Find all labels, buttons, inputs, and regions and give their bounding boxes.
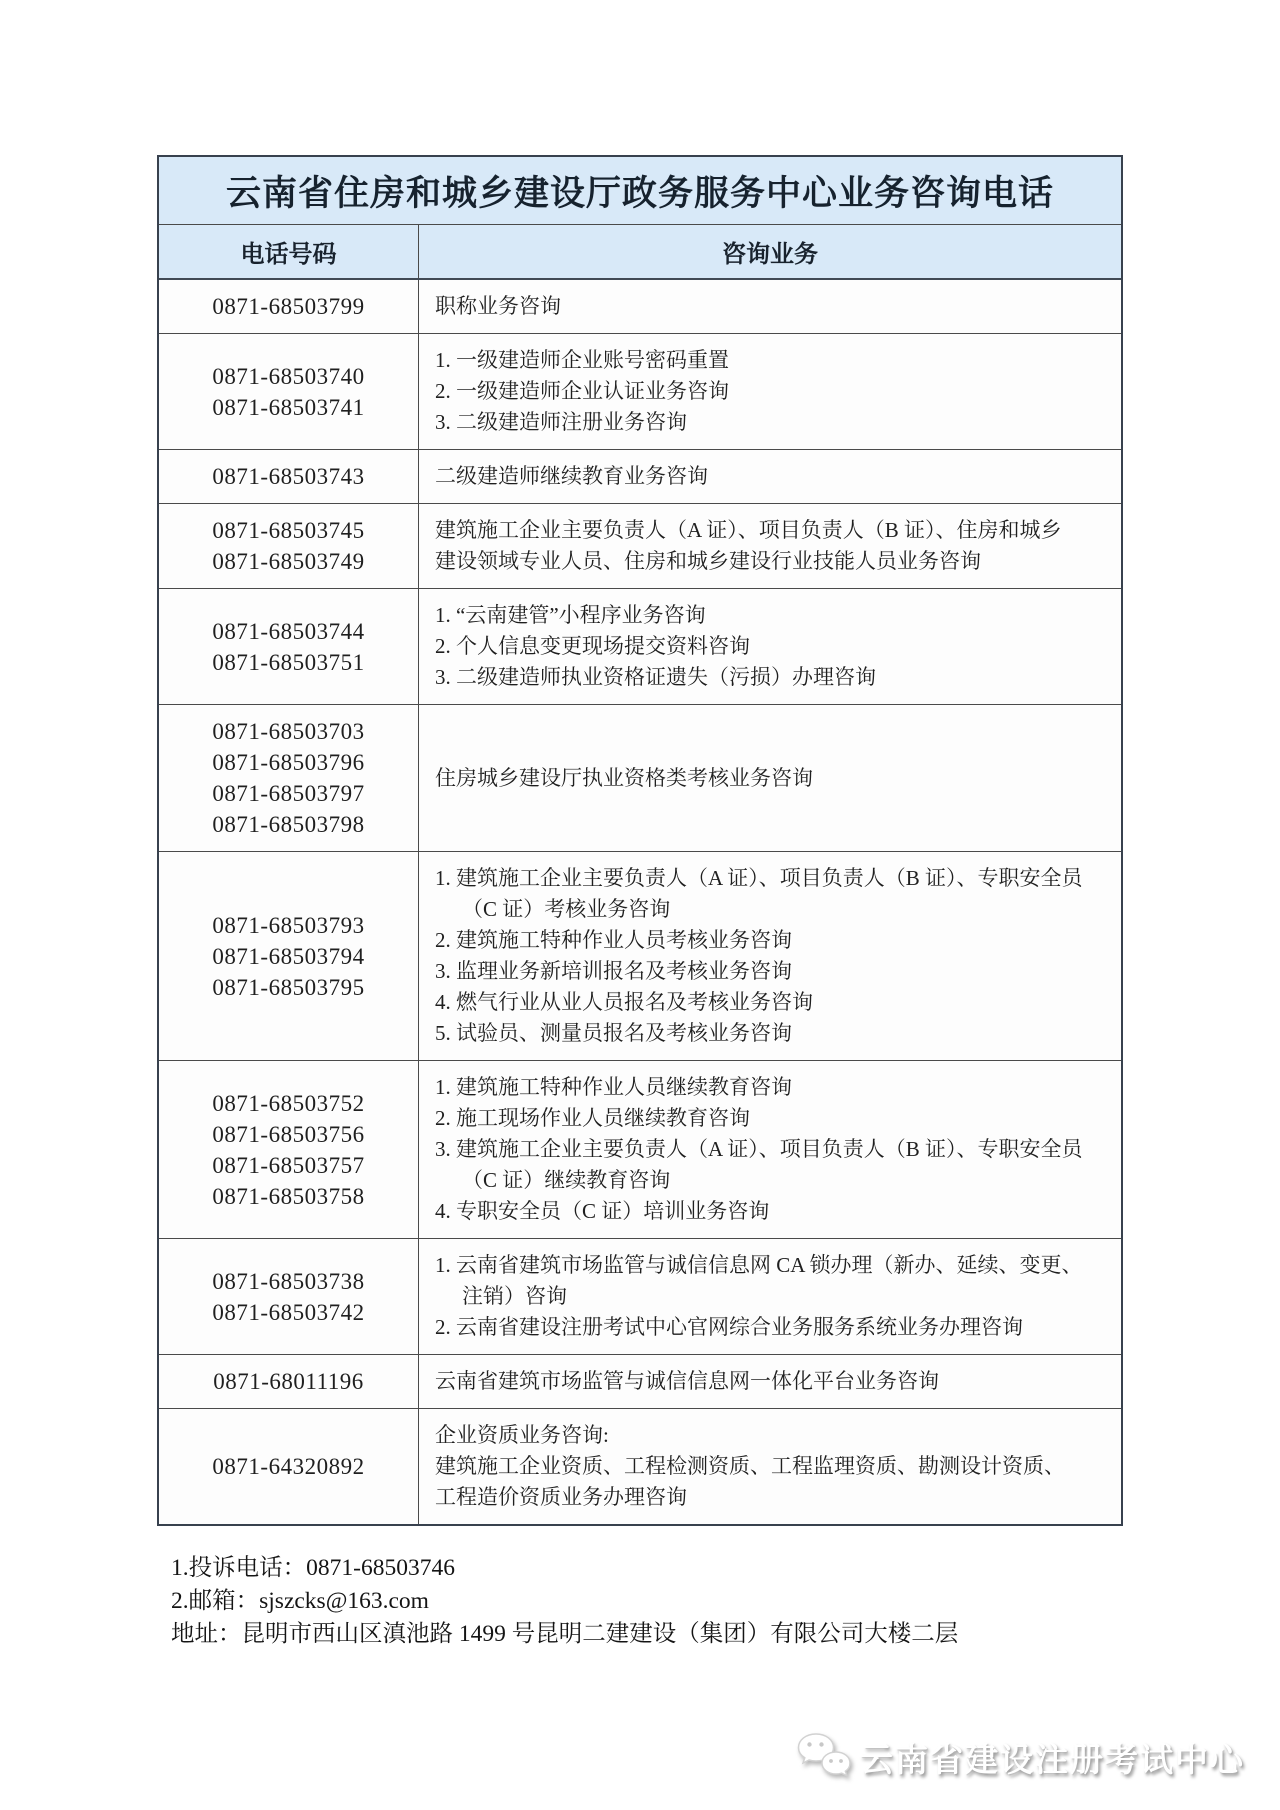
service-line: 4. 专职安全员（C 证）培训业务咨询 [435,1199,770,1223]
service-line: 云南省建筑市场监管与诚信信息网一体化平台业务咨询 [435,1369,939,1393]
service-line: 2. 个人信息变更现场提交资料咨询 [435,634,750,658]
watermark-footer [795,1730,1245,1784]
phone-cell [159,1239,419,1354]
phone-number: 0871-68503756 [212,1121,365,1147]
phone-cell [159,450,419,503]
table-row [159,1354,1121,1408]
footnotes [171,1552,958,1651]
service-line: 1. 建筑施工企业主要负责人（A 证）、项目负责人（B 证）、专职安全员 [435,866,1083,890]
phone-cell [159,1409,419,1524]
service-cell [419,280,1121,333]
service-line: 二级建造师继续教育业务咨询 [435,464,708,488]
service-cell [419,1409,1121,1524]
table-row [159,1060,1121,1238]
service-line: 1. “云南建管”小程序业务咨询 [435,603,706,627]
phone-cell [159,705,419,851]
phone-number: 0871-68503799 [212,294,365,319]
consultation-phone-table [157,155,1123,1526]
column-header-phone: 电话号码 [159,225,419,278]
service-line: 5. 试验员、测量员报名及考核业务咨询 [435,1021,792,1045]
table-row [159,503,1121,588]
service-cell [419,1355,1121,1408]
phone-number: 0871-64320892 [212,1454,365,1479]
table-row [159,588,1121,704]
phone-cell [159,1061,419,1238]
table-header-row [159,225,1121,280]
service-line: 3. 二级建造师执业资格证遗失（污损）办理咨询 [435,665,876,689]
phone-number: 0871-68503758 [212,1183,365,1209]
service-line: 建设领域专业人员、住房和城乡建设行业技能人员业务咨询 [435,549,981,573]
service-line: 3. 二级建造师注册业务咨询 [435,410,687,434]
phone-number: 0871-68503793 [212,912,365,938]
table-row [159,1408,1121,1524]
service-line: 1. 建筑施工特种作业人员继续教育咨询 [435,1075,792,1099]
phone-number: 0871-68503738 [212,1268,365,1294]
watermark-brand-text: 云南省建设注册考试中心 [860,1740,1245,1778]
service-line: 1. 云南省建筑市场监管与诚信信息网 CA 锁办理（新办、延续、变更、 [435,1253,1083,1277]
service-line: 2. 云南省建设注册考试中心官网综合业务服务系统业务办理咨询 [435,1315,1023,1339]
phone-number: 0871-68503749 [212,549,365,574]
phone-cell [159,504,419,588]
table-row [159,449,1121,503]
service-cell [419,1239,1121,1354]
note-line: 2.邮箱：sjszcks@163.com [171,1588,429,1614]
service-line: 2. 施工现场作业人员继续教育咨询 [435,1106,750,1130]
service-line: 4. 燃气行业从业人员报名及考核业务咨询 [435,990,813,1014]
service-line: 住房城乡建设厅执业资格类考核业务咨询 [435,765,813,790]
service-line: 建筑施工企业主要负责人（A 证）、项目负责人（B 证）、住房和城乡 [435,518,1062,542]
service-line: 注销）咨询 [462,1284,567,1308]
service-line: 2. 一级建造师企业认证业务咨询 [435,379,729,403]
phone-number: 0871-68503745 [212,518,365,543]
table-row [159,280,1121,333]
service-line: 企业资质业务咨询: [435,1423,609,1447]
phone-number: 0871-68503794 [212,943,365,969]
service-cell [419,1061,1121,1238]
service-line: （C 证）继续教育咨询 [462,1168,671,1192]
phone-cell [159,1355,419,1408]
phone-cell [159,589,419,704]
service-line: 1. 一级建造师企业账号密码重置 [435,348,729,372]
service-cell [419,450,1121,503]
phone-number: 0871-68503743 [212,464,365,489]
table-title: 云南省住房和城乡建设厅政务服务中心业务咨询电话 [225,173,1054,213]
table-row [159,704,1121,851]
phone-number: 0871-68503742 [212,1299,365,1325]
wechat-icon [795,1730,853,1784]
table-row [159,1238,1121,1354]
table-body [159,280,1121,1524]
phone-cell [159,280,419,333]
phone-number: 0871-68503703 [212,719,365,744]
table-row [159,851,1121,1060]
phone-number: 0871-68503797 [212,781,365,806]
phone-cell [159,334,419,449]
phone-number: 0871-68503795 [212,974,365,1000]
service-line: 2. 建筑施工特种作业人员考核业务咨询 [435,928,792,952]
service-cell [419,589,1121,704]
service-cell [419,334,1121,449]
phone-number: 0871-68503752 [212,1090,365,1116]
service-cell [419,852,1121,1060]
phone-number: 0871-68503757 [212,1152,365,1178]
phone-number: 0871-68503751 [212,649,365,675]
service-line: 工程造价资质业务办理咨询 [435,1485,687,1509]
phone-number: 0871-68503744 [212,618,365,644]
phone-cell [159,852,419,1060]
service-line: 职称业务咨询 [435,294,561,318]
column-header-service: 咨询业务 [722,242,818,268]
note-line: 地址：昆明市西山区滇池路 1499 号昆明二建建设（集团）有限公司大楼二层 [171,1621,959,1647]
table-row [159,333,1121,449]
phone-number: 0871-68503798 [212,812,365,837]
phone-number: 0871-68503796 [212,750,365,775]
note-line: 1.投诉电话：0871-68503746 [171,1555,455,1581]
phone-number: 0871-68503741 [212,394,365,420]
service-cell [419,504,1121,588]
service-line: 3. 建筑施工企业主要负责人（A 证）、项目负责人（B 证）、专职安全员 [435,1137,1083,1161]
phone-number: 0871-68011196 [213,1369,364,1394]
service-cell [419,705,1121,851]
service-line: （C 证）考核业务咨询 [462,897,671,921]
service-line: 建筑施工企业资质、工程检测资质、工程监理资质、勘测设计资质、 [435,1454,1065,1478]
service-line: 3. 监理业务新培训报名及考核业务咨询 [435,959,792,983]
phone-number: 0871-68503740 [212,363,365,389]
table-title-row [159,157,1121,225]
